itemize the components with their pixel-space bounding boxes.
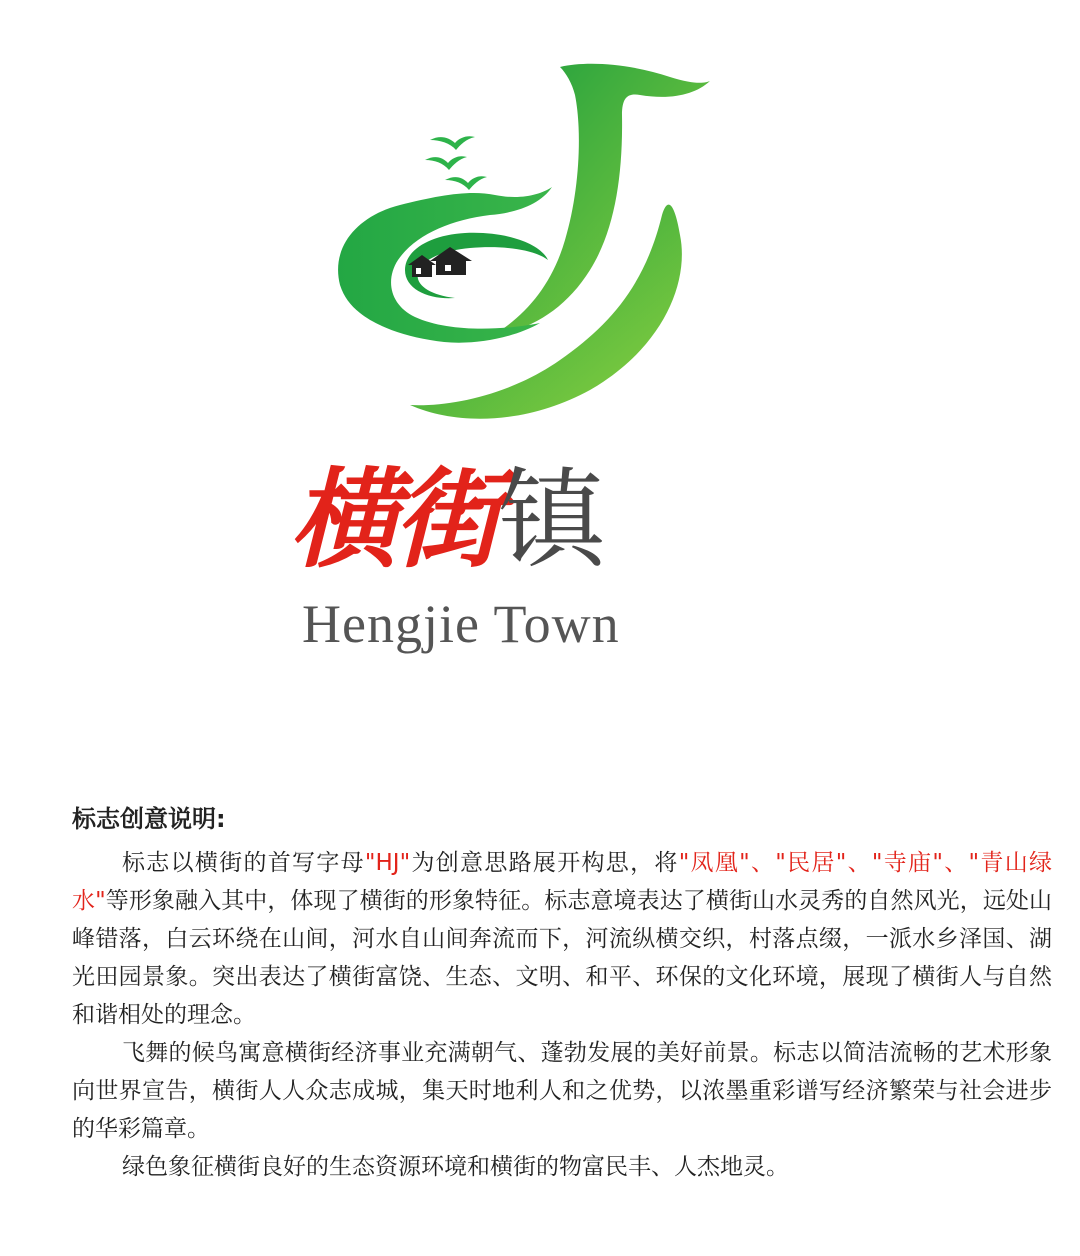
flying-birds-icon bbox=[425, 136, 487, 190]
highlight-text: "凤凰"、"民居"、"寺庙"、"青山绿水" bbox=[72, 850, 1053, 914]
paragraph-text: 等形象融入其中，体现了横街的形象特征。标志意境表达了横街山水灵秀的自然风光，远处山峰错落，白云环绕在山间，河水自山间奔流而下，河流纵横交织，村落点缀，一派水乡泽国、湖光田园景象。突出表达了横街富饶、生态、文明、和平、环保的文化环境，展现了横街人与自然和谐相处的理念。 bbox=[72, 888, 1052, 1028]
description-paragraph-3: 绿色象征横街良好的生态资源环境和横街的物富民丰、人杰地灵。 bbox=[122, 1154, 789, 1180]
paragraph-text: 标志以横街的首写字母 bbox=[122, 850, 365, 876]
logo-subtitle: Hengjie Town bbox=[302, 594, 620, 654]
logo-title-red-part: 横街 bbox=[290, 457, 499, 583]
description-paragraph-1 bbox=[72, 844, 1052, 1034]
paragraph-text: 为创意思路展开构思，将 bbox=[410, 850, 679, 876]
description-section bbox=[72, 800, 1052, 1186]
description-paragraph-2: 飞舞的候鸟寓意横街经济事业充满朝气、蓬勃发展的美好前景。标志以简洁流畅的艺术形象向世界宣告，横街人人众志成城，集天时地利人和之优势，以浓墨重彩谱写经济繁荣与社会进步的华彩篇章。 bbox=[72, 1040, 1052, 1142]
logo-title bbox=[290, 445, 710, 595]
hengjie-logo-graphic bbox=[290, 55, 720, 440]
highlight-text: "HJ" bbox=[364, 850, 411, 876]
logo-title-gray-part: 镇 bbox=[498, 458, 603, 583]
description-heading: 标志创意说明: bbox=[72, 805, 226, 833]
